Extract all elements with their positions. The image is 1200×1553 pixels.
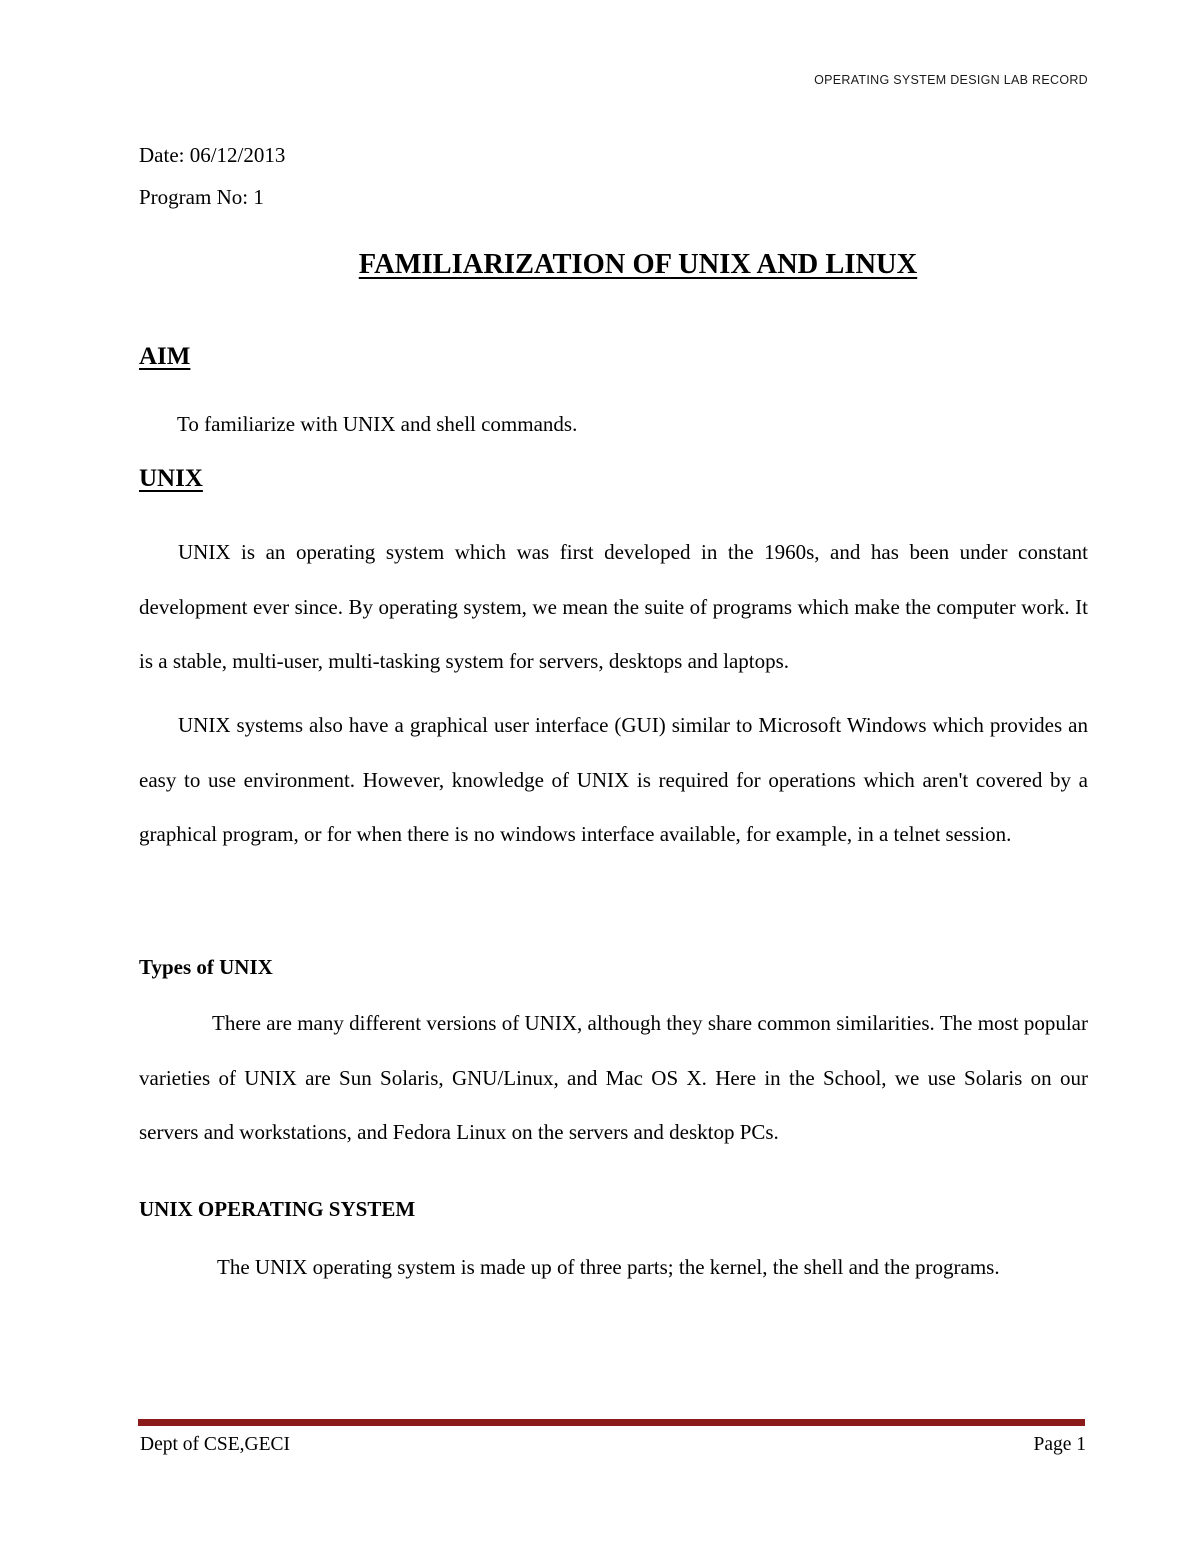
- date-line: Date: 06/12/2013: [139, 143, 286, 167]
- types-paragraph: There are many different versions of UNIX, although they share common similarities. The most popular varieties of UNIX are Sun Solaris, GNU/Linux, and Mac OS X. Here in the School, we use Solaris on our servers and workstations, and Fedora Linux on the servers and desktop PCs.: [139, 1011, 1088, 1145]
- unix-paragraph-1: UNIX is an operating system which was first developed in the 1960s, and has been under constant development ever since. By operating system, we mean the suite of programs which make the computer work. It is a stable, multi-user, multi-tasking system for servers, desktops and laptops.: [139, 540, 1088, 674]
- unix-heading: UNIX: [139, 465, 203, 492]
- footer-divider: [138, 1419, 1085, 1426]
- footer-page-number: Page 1: [1033, 1434, 1086, 1455]
- types-heading: Types of UNIX: [139, 955, 273, 979]
- running-header: OPERATING SYSTEM DESIGN LAB RECORD: [814, 73, 1088, 87]
- footer-department: Dept of CSE,GECI: [140, 1434, 291, 1455]
- unix-paragraph-2: UNIX systems also have a graphical user interface (GUI) similar to Microsoft Windows which provides an easy to use environment. However, knowledge of UNIX is required for operations which aren't covered by a graphical program, or for when there is no windows interface available, for example, in a telnet session.: [139, 713, 1088, 847]
- unix-os-heading: UNIX OPERATING SYSTEM: [139, 1197, 416, 1221]
- program-number: Program No: 1: [139, 185, 264, 209]
- unix-os-paragraph: The UNIX operating system is made up of three parts; the kernel, the shell and the programs.: [217, 1255, 1000, 1279]
- aim-text: To familiarize with UNIX and shell commands.: [177, 412, 578, 436]
- aim-heading: AIM: [139, 343, 191, 370]
- page-title: FAMILIARIZATION OF UNIX AND LINUX: [358, 249, 918, 280]
